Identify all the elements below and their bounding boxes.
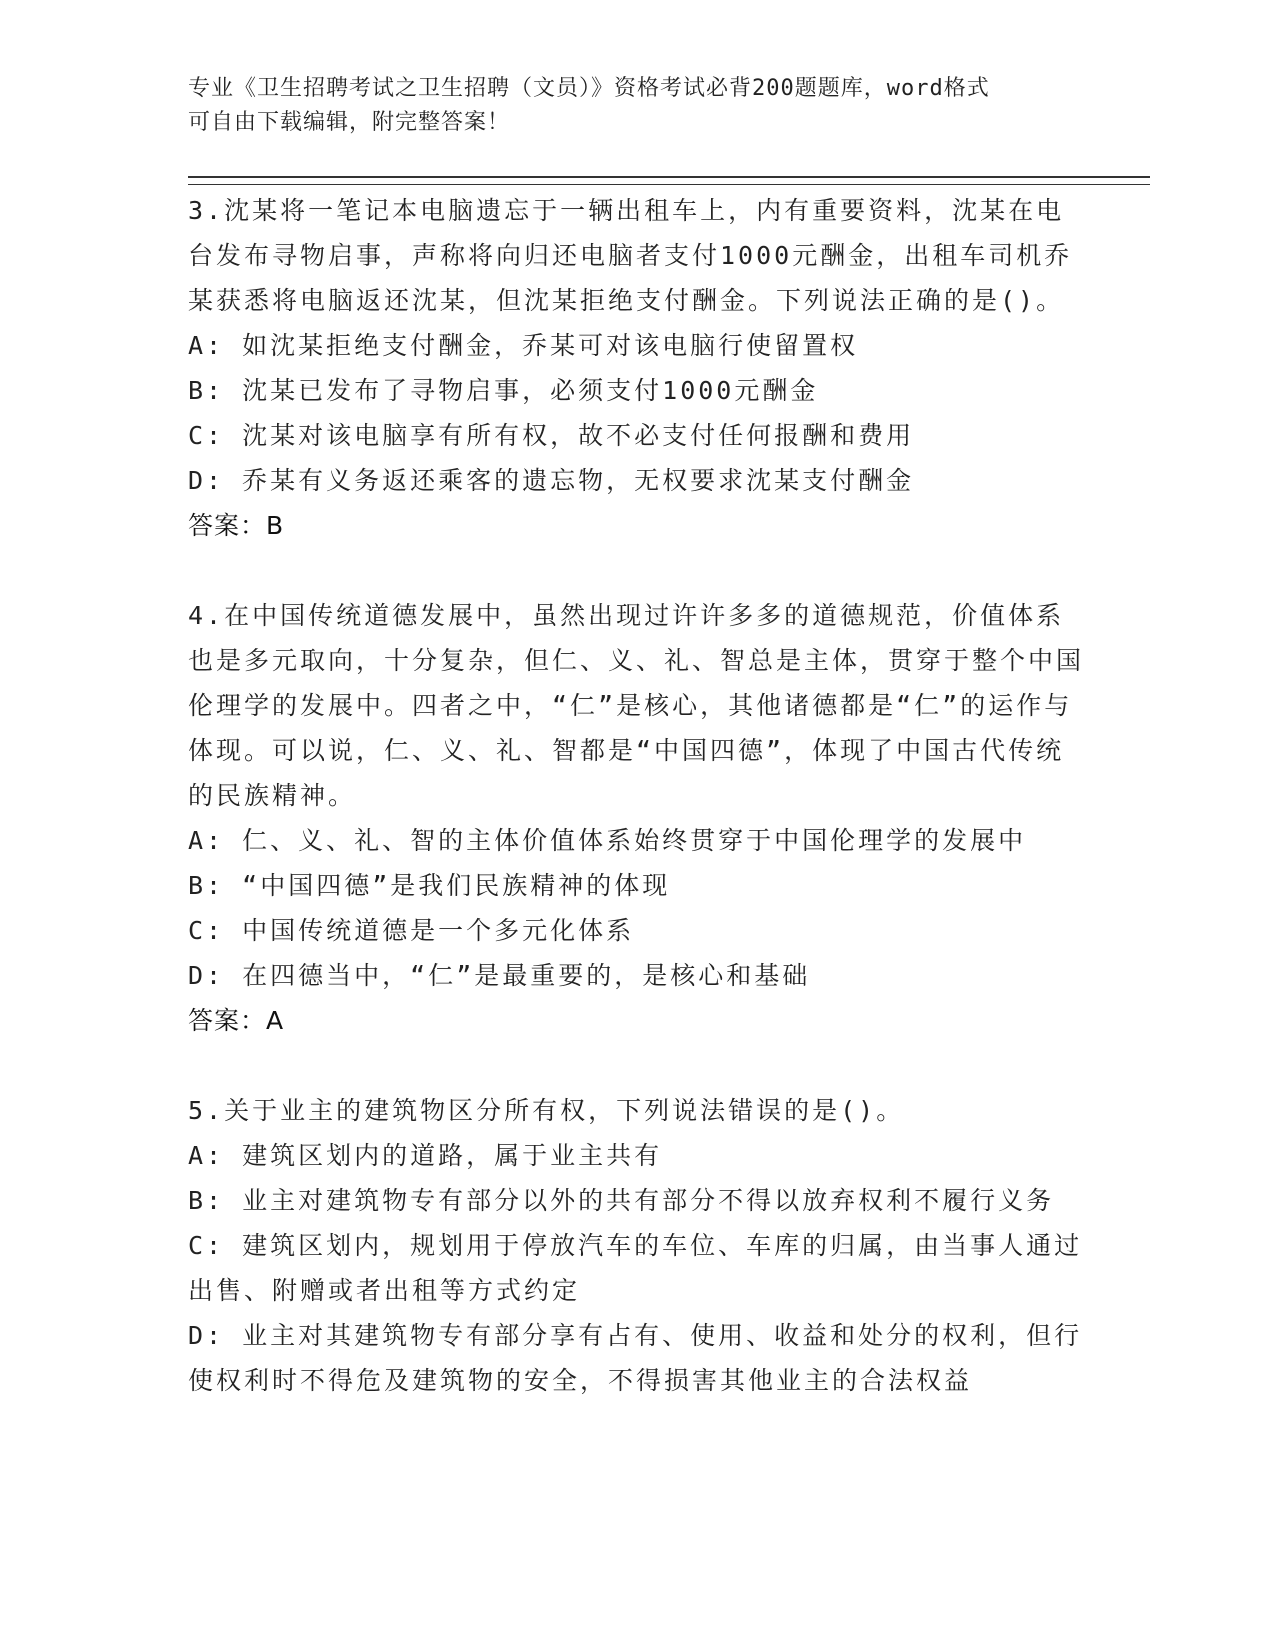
question-spacer [188,1043,1088,1088]
header-divider [188,176,1150,185]
option-d: D: 乔某有义务返还乘客的遗忘物，无权要求沈某支付酬金 [188,466,915,495]
question-3 [188,188,1088,548]
option-b: B: “中国四德”是我们民族精神的体现 [188,871,671,900]
option-a: A: 如沈某拒绝支付酬金，乔某可对该电脑行使留置权 [188,331,859,360]
option-c: C: 中国传统道德是一个多元化体系 [188,916,635,945]
option-a: A: 仁、义、礼、智的主体价值体系始终贯穿于中国伦理学的发展中 [188,826,1027,855]
option-c: C: 建筑区划内，规划用于停放汽车的车位、车库的归属，由当事人通过出售、附赠或者出租等方式约定 [188,1231,1083,1305]
question-4 [188,593,1088,1043]
question-5 [188,1088,1088,1403]
option-b: B: 沈某已发布了寻物启事，必须支付1000元酬金 [188,376,819,405]
question-list [188,188,1088,1403]
question-spacer [188,548,1088,593]
option-b: B: 业主对建筑物专有部分以外的共有部分不得以放弃权利不履行义务 [188,1186,1055,1215]
answer-line: 答案：A [188,1006,285,1035]
option-d: D: 在四德当中，“仁”是最重要的，是核心和基础 [188,961,811,990]
document-header [188,72,1088,140]
option-c: C: 沈某对该电脑享有所有权，故不必支付任何报酬和费用 [188,421,915,450]
question-text: 5.关于业主的建筑物区分所有权，下列说法错误的是()。 [188,1096,905,1125]
answer-line: 答案：B [188,511,285,540]
option-d: D: 业主对其建筑物专有部分享有占有、使用、收益和处分的权利，但行使权利时不得危及建筑物的安全，不得损害其他业主的合法权益 [188,1321,1083,1395]
question-text: 3.沈某将一笔记本电脑遗忘于一辆出租车上，内有重要资料，沈某在电台发布寻物启事，声称将向归还电脑者支付1000元酬金，出租车司机乔某获悉将电脑返还沈某，但沈某拒绝支付酬金。下列说法正确的是()。 [188,196,1073,315]
question-text: 4.在中国传统道德发展中，虽然出现过许许多多的道德规范，价值体系也是多元取向，十分复杂，但仁、义、礼、智总是主体，贯穿于整个中国伦理学的发展中。四者之中，“仁”是核心，其他诸德都是“仁”的运作与体现。可以说，仁、义、礼、智都是“中国四德”，体现了中国古代传统的民族精神。 [188,601,1085,810]
header-title-line-2: 可自由下载编辑，附完整答案！ [188,110,511,135]
option-a: A: 建筑区划内的道路，属于业主共有 [188,1141,663,1170]
header-title-line-1: 专业《卫生招聘考试之卫生招聘（文员）》资格考试必背200题题库，word格式 [188,76,990,101]
